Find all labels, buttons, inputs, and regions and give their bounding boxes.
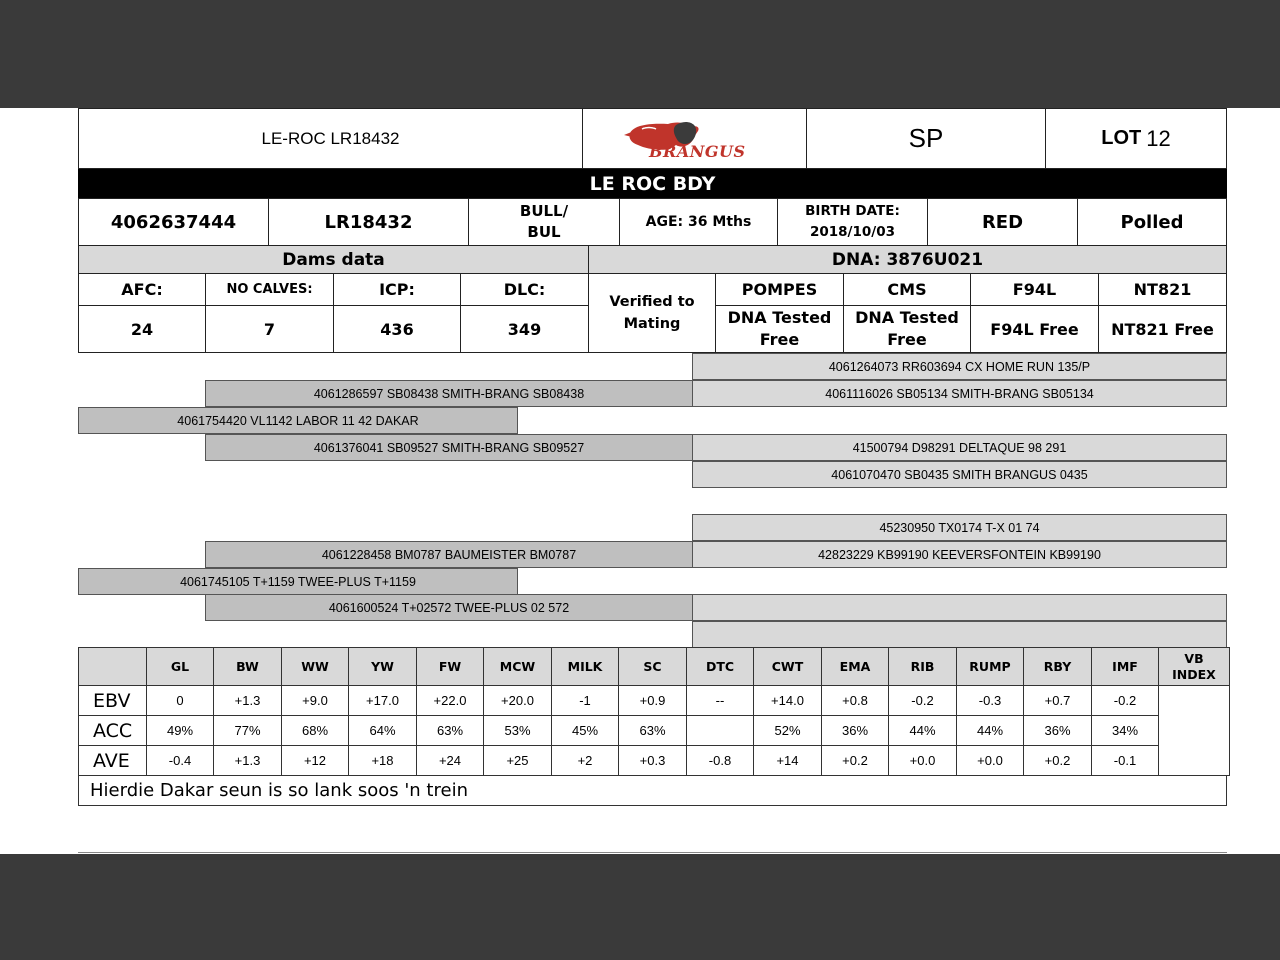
ebv-cell: -0.4 [147, 746, 214, 776]
vb-line1: VB [1184, 650, 1204, 666]
ebv-cell: -0.1 [1092, 746, 1159, 776]
birth-date [777, 198, 928, 246]
ebv-header-row [79, 648, 1230, 686]
ebv-cell: -0.8 [687, 746, 754, 776]
ebv-table [78, 647, 1230, 776]
pedigree-dd-text: 4061600524 T+02572 TWEE-PLUS 02 572 [328, 600, 570, 615]
brangus-logo [582, 108, 807, 169]
next-lot-header-edge [78, 852, 1227, 854]
ebv-cell: +0.2 [822, 746, 889, 776]
ebv-cell: -1 [552, 686, 619, 716]
vb-line2: INDEX [1172, 666, 1216, 682]
cms-value [843, 305, 971, 353]
pompes-value-line1: DNA Tested [727, 308, 832, 327]
pedigree-sdd-text: 4061070470 SB0435 SMITH BRANGUS 0435 [831, 467, 1088, 482]
reg-number-text: LR18432 [324, 211, 413, 233]
ebv-cell: +1.3 [214, 746, 282, 776]
pedigree-dsd-text: 42823229 KB99190 KEEVERSFONTEIN KB99190 [818, 547, 1101, 562]
ebv-cell: +2 [552, 746, 619, 776]
lot-label: LOT [1101, 127, 1142, 149]
row-label: AVE [79, 746, 147, 776]
ebv-cell: +24 [417, 746, 484, 776]
colour-text: RED [981, 211, 1024, 233]
lot-page [0, 108, 1280, 854]
horn-status-text: Polled [1120, 211, 1184, 233]
pedigree-sss-text: 4061264073 RR603694 CX HOME RUN 135/P [828, 359, 1091, 374]
ebv-cell: 52% [754, 716, 822, 746]
pedigree-dam [78, 568, 518, 595]
dna-number [588, 245, 1227, 274]
cms-header [843, 273, 971, 306]
animal-name-bar [78, 169, 1227, 198]
pompes-value-line2: Free [759, 330, 800, 349]
f94l-value [970, 305, 1099, 353]
ebv-cell: +9.0 [282, 686, 349, 716]
dams-data-title [78, 245, 589, 274]
brangus-logo-text: BRANGUS [649, 142, 746, 161]
status-code [806, 108, 1046, 169]
pedigree-sire-sire [205, 380, 693, 407]
cms-value-line1: DNA Tested [855, 308, 959, 327]
pedigree-sire-sire-dam [692, 380, 1227, 407]
col-bw: BW [214, 648, 282, 686]
ebv-cell: +17.0 [349, 686, 417, 716]
birth-date-label: BIRTH DATE: [805, 203, 900, 219]
ebv-cell: 49% [147, 716, 214, 746]
pedigree-dam-sire [205, 541, 693, 568]
lot-number [1045, 108, 1227, 169]
ebv-cell: +0.8 [822, 686, 889, 716]
col-rib: RIB [889, 648, 957, 686]
pedigree-sds-text: 41500794 D98291 DELTAQUE 98 291 [852, 440, 1067, 455]
afc-value [78, 305, 206, 353]
ebv-cell: 36% [1024, 716, 1092, 746]
ebv-cell: 44% [957, 716, 1024, 746]
cms-header-text: CMS [887, 280, 927, 299]
registration-name-text: LE-ROC LR18432 [261, 128, 400, 148]
pedigree-sire [78, 407, 518, 434]
pedigree-dam-sire-dam [692, 541, 1227, 568]
verified-line1: Verified to [609, 294, 695, 310]
age [619, 198, 778, 246]
ebv-cell: +25 [484, 746, 552, 776]
dlc-header [460, 273, 589, 306]
pedigree-dam-dam [205, 594, 693, 621]
colour [927, 198, 1078, 246]
vb-index-cell [1159, 686, 1230, 776]
col-rump: RUMP [957, 648, 1024, 686]
sex [468, 198, 620, 246]
ebv-cell: 34% [1092, 716, 1159, 746]
col-ww: WW [282, 648, 349, 686]
dlc-header-text: DLC: [503, 280, 546, 299]
afc-header [78, 273, 206, 306]
ebv-cell: 64% [349, 716, 417, 746]
status-code-text: SP [908, 123, 944, 153]
col-imf: IMF [1092, 648, 1159, 686]
ebv-cell: -- [687, 686, 754, 716]
id-number-text: 4062637444 [110, 211, 237, 233]
nt821-value-text: NT821 Free [1111, 319, 1214, 339]
ebv-cell: +0.3 [619, 746, 687, 776]
ebv-cell [687, 716, 754, 746]
pedigree-ss-text: 4061286597 SB08438 SMITH-BRANG SB08438 [313, 386, 585, 401]
bottom-dark-band [0, 854, 1280, 960]
ebv-cell: +22.0 [417, 686, 484, 716]
col-vb-index [1159, 648, 1230, 686]
nt821-header [1098, 273, 1227, 306]
comment-box [78, 775, 1227, 806]
icp-value [333, 305, 461, 353]
ebv-cell: +0.0 [889, 746, 957, 776]
pedigree-ds-text: 4061228458 BM0787 BAUMEISTER BM0787 [321, 547, 577, 562]
birth-date-value: 2018/10/03 [809, 224, 895, 240]
reg-number [268, 198, 469, 246]
dlc-value-text: 349 [507, 319, 542, 339]
col-milk: MILK [552, 648, 619, 686]
ebv-cell: 63% [619, 716, 687, 746]
pedigree-dam-dam-dam [692, 621, 1227, 648]
pedigree-sire-text: 4061754420 VL1142 LABOR 11 42 DAKAR [177, 413, 419, 428]
ebv-cell: -0.2 [889, 686, 957, 716]
nt821-value [1098, 305, 1227, 353]
ebv-cell: +0.2 [1024, 746, 1092, 776]
pedigree-sire-dam-sire [692, 434, 1227, 461]
ebv-row-ebv [79, 686, 1230, 716]
row-label: ACC [79, 716, 147, 746]
pedigree-dam-text: 4061745105 T+1159 TWEE-PLUS T+1159 [180, 574, 416, 589]
ebv-cell: 53% [484, 716, 552, 746]
ebv-body [79, 686, 1230, 776]
id-number [78, 198, 269, 246]
no-calves-header [205, 273, 334, 306]
ebv-cell: +18 [349, 746, 417, 776]
pedigree-dss-text: 45230950 TX0174 T-X 01 74 [879, 520, 1040, 535]
ebv-cell: 45% [552, 716, 619, 746]
ebv-cell: +12 [282, 746, 349, 776]
col-rby: RBY [1024, 648, 1092, 686]
ebv-row-ave [79, 746, 1230, 776]
ebv-cell: +0.7 [1024, 686, 1092, 716]
registration-name [78, 108, 583, 169]
ebv-cell: 77% [214, 716, 282, 746]
pedigree-sire-dam [205, 434, 693, 461]
ebv-cell: 44% [889, 716, 957, 746]
col-fw: FW [417, 648, 484, 686]
f94l-value-text: F94L Free [990, 319, 1079, 339]
dams-data-title-text: Dams data [282, 249, 385, 270]
pedigree-sire-dam-dam [692, 461, 1227, 488]
nt821-header-text: NT821 [1133, 280, 1192, 299]
f94l-header-text: F94L [1012, 280, 1057, 299]
pompes-header-text: POMPES [741, 280, 818, 299]
ebv-cell: 63% [417, 716, 484, 746]
dlc-value [460, 305, 589, 353]
col-dtc: DTC [687, 648, 754, 686]
comment-text: Hierdie Dakar seun is so lank soos 'n trein [90, 780, 468, 801]
pedigree-ssd-text: 4061116026 SB05134 SMITH-BRANG SB05134 [825, 386, 1094, 401]
ebv-cell: +20.0 [484, 686, 552, 716]
sex-line1: BULL/ [519, 202, 569, 220]
no-calves-value-text: 7 [263, 319, 276, 339]
horn-status [1077, 198, 1227, 246]
no-calves-value [205, 305, 334, 353]
afc-header-text: AFC: [121, 280, 163, 299]
ebv-cell: +1.3 [214, 686, 282, 716]
sex-line2: BUL [527, 223, 561, 241]
col-yw: YW [349, 648, 417, 686]
pedigree-sire-sire-sire [692, 353, 1227, 380]
ebv-cell: -0.3 [957, 686, 1024, 716]
pedigree-dam-dam-sire [692, 594, 1227, 621]
dna-number-text: DNA: 3876U021 [831, 249, 984, 270]
ebv-cell: +0.9 [619, 686, 687, 716]
ebv-row-acc [79, 716, 1230, 746]
ebv-cell: 0 [147, 686, 214, 716]
top-dark-band [0, 0, 1280, 108]
ebv-cell: +14.0 [754, 686, 822, 716]
animal-name: LE ROC BDY [589, 172, 716, 195]
ebv-cell: -0.2 [1092, 686, 1159, 716]
verified-to-mating [588, 273, 716, 353]
lot-number-value: 12 [1146, 125, 1171, 151]
pompes-header [715, 273, 844, 306]
ebv-cell: 36% [822, 716, 889, 746]
age-text: AGE: 36 Mths [645, 214, 752, 230]
ebv-cell: +0.0 [957, 746, 1024, 776]
col-ema: EMA [822, 648, 889, 686]
afc-value-text: 24 [130, 319, 154, 339]
row-label: EBV [79, 686, 147, 716]
no-calves-header-text: NO CALVES: [226, 282, 313, 297]
ebv-cell: +14 [754, 746, 822, 776]
col-gl: GL [147, 648, 214, 686]
pompes-value [715, 305, 844, 353]
ebv-corner-cell [79, 648, 147, 686]
ebv-cell: 68% [282, 716, 349, 746]
f94l-header [970, 273, 1099, 306]
pedigree-dam-sire-sire [692, 514, 1227, 541]
verified-line2: Mating [623, 316, 681, 332]
col-sc: SC [619, 648, 687, 686]
cms-value-line2: Free [887, 330, 927, 349]
col-cwt: CWT [754, 648, 822, 686]
icp-value-text: 436 [380, 319, 414, 339]
col-mcw: MCW [484, 648, 552, 686]
pedigree-sd-text: 4061376041 SB09527 SMITH-BRANG SB09527 [313, 440, 585, 455]
icp-header-text: ICP: [379, 280, 415, 299]
icp-header [333, 273, 461, 306]
